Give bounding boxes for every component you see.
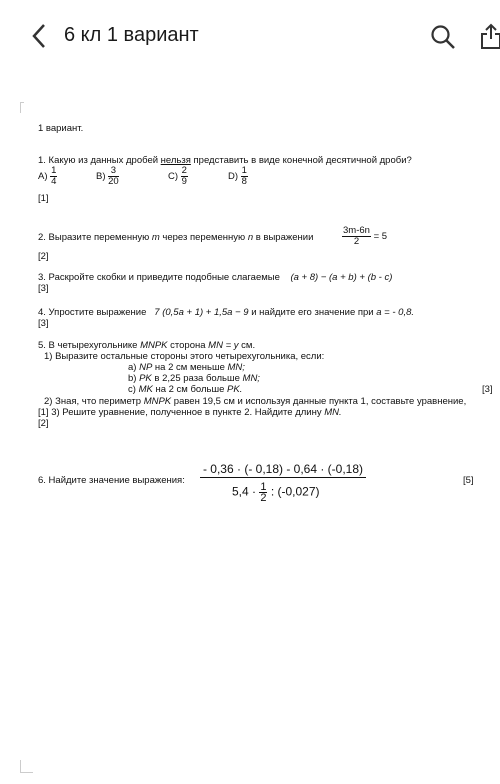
- q1-option-b: B) $\frac{3}{20}$: [96, 165, 119, 187]
- question-2: 2. Выразите переменную m через переменную n в выражении: [38, 232, 314, 243]
- q5-condition-c: c) MK на 2 см больше PK.: [128, 384, 243, 395]
- q5-condition-b: b) PK в 2,25 раза больше MN;: [128, 373, 260, 384]
- q4-score: [3]: [38, 318, 49, 329]
- page-corner-bottom: [20, 760, 33, 773]
- q5-score-b: [2]: [38, 418, 49, 429]
- q1-text: 1. Какую из данных дробей: [38, 155, 161, 166]
- share-icon[interactable]: [480, 22, 500, 50]
- document-page: [24, 100, 500, 740]
- q5-condition-a: a) NP на 2 см меньше MN;: [128, 362, 245, 373]
- q1-underlined-word: нельзя: [160, 155, 191, 166]
- q5-subtask-2: 2) Зная, что периметр MNPK равен 19,5 см и используя данные пункта 1, составьте уравнение,: [44, 396, 467, 407]
- q6-numerator: - 0,36 · (- 0,18) - 0,64 · (-0,18): [200, 464, 366, 478]
- q5-subtask-1: 1) Выразите остальные стороны этого четырехугольника, если:: [44, 351, 325, 362]
- q5-score-a: [3]: [482, 384, 493, 395]
- question-6: 6. Найдите значение выражения:: [38, 475, 185, 486]
- q2-fraction: $\frac{3m-6n}{2}$ = 5: [343, 225, 388, 247]
- back-arrow-icon[interactable]: [28, 22, 52, 50]
- q6-score: [5]: [463, 475, 474, 486]
- q1-option-d: D) $\frac{1}{8}$: [228, 165, 247, 187]
- q1-text-end: представить в виде конечной десятичной дроби?: [190, 155, 412, 166]
- q5-subtask-3: [1] 3) Решите уравнение, полученное в пункте 2. Найдите длину MN.: [38, 407, 342, 418]
- q3-score: [3]: [38, 283, 49, 294]
- q1-option-c: C) $\frac{2}{9}$: [168, 165, 187, 187]
- top-app-bar: [0, 0, 500, 75]
- variant-heading: 1 вариант.: [38, 123, 84, 134]
- question-1: [38, 155, 412, 166]
- question-5: 5. В четырехугольнике MNPK сторона MN = y см.: [38, 340, 256, 351]
- search-icon[interactable]: [430, 24, 456, 50]
- q2-score: [2]: [38, 251, 49, 262]
- question-4: 4. Упростите выражение 7 (0,5a + 1) + 1,5a − 9 и найдите его значение при a = - 0,8.: [38, 307, 415, 318]
- document-title: 6 кл 1 вариант: [64, 24, 199, 46]
- q6-denominator: 5,4 · $\frac{1}{2}$ : (-0,027): [232, 481, 320, 504]
- q1-option-a: A) $\frac{1}{4}$: [38, 165, 57, 187]
- q1-score: [1]: [38, 193, 49, 204]
- question-3: 3. Раскройте скобки и приведите подобные слагаемые (a + 8) − (a + b) + (b - c): [38, 272, 393, 283]
